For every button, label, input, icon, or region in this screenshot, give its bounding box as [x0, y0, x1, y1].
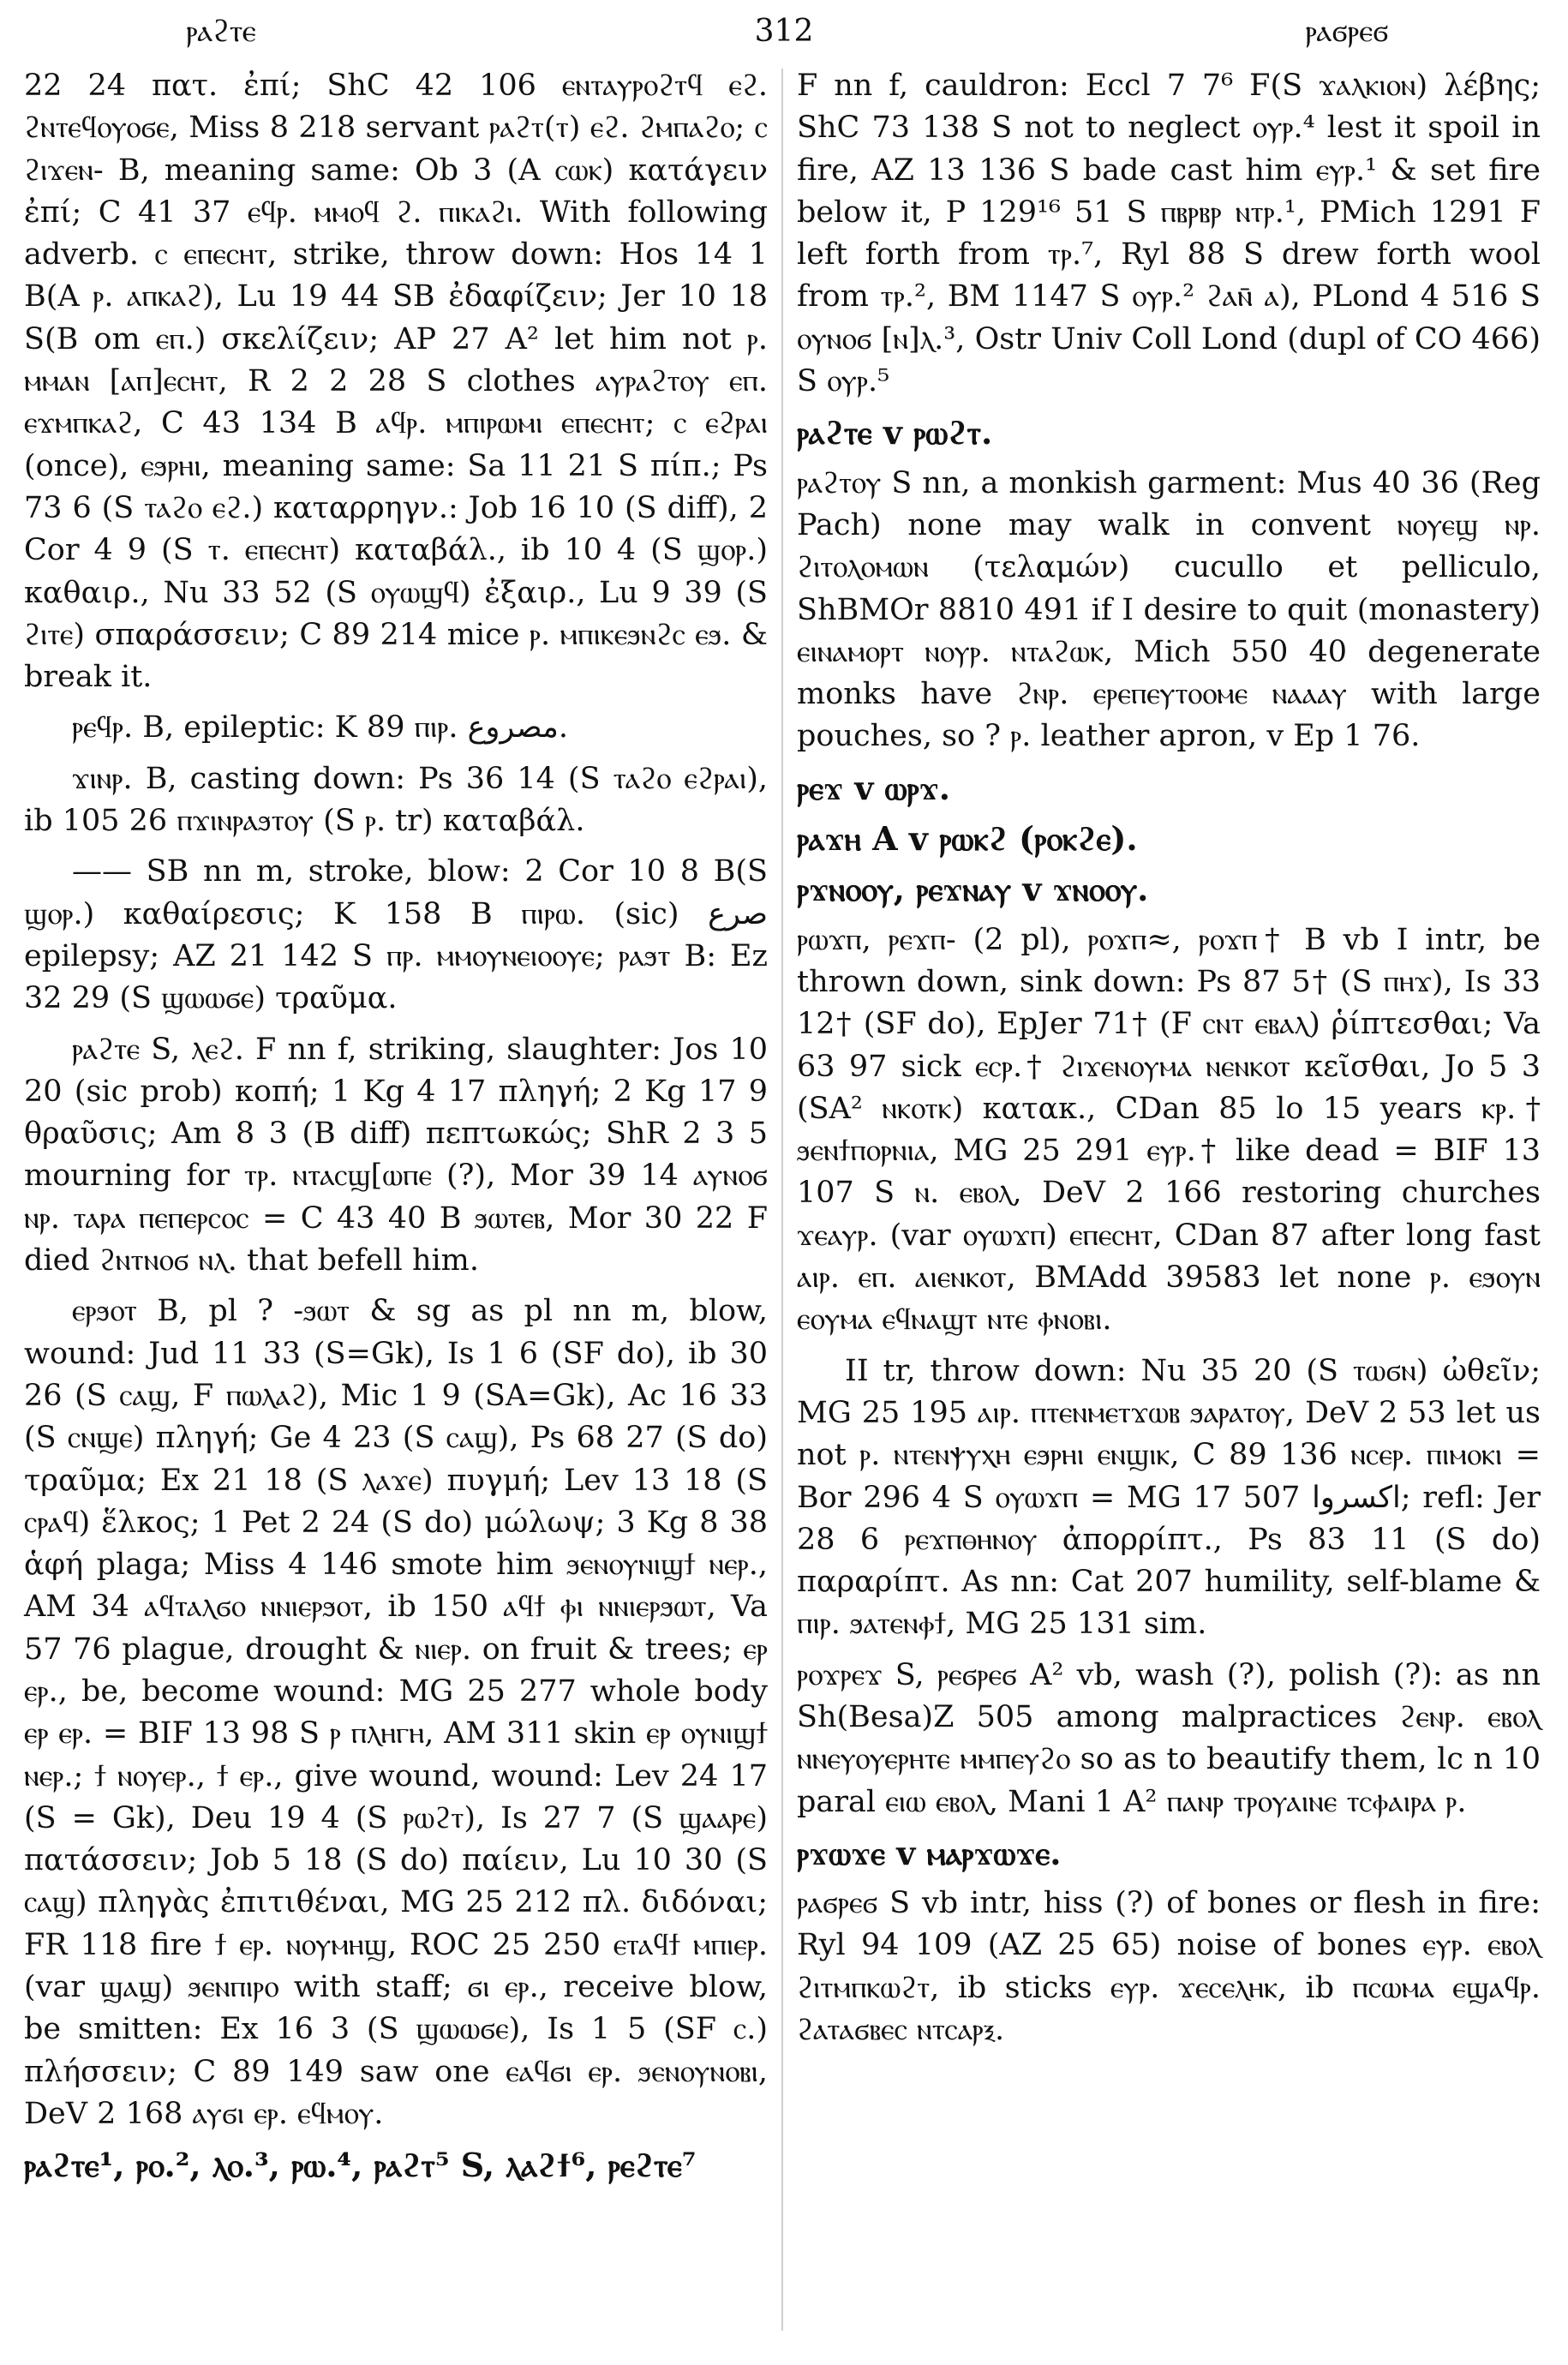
- entry-paragraph: 22 24 πατ. ἐπί; ShC 42 106 ⲉⲛⲧⲁⲩⲣⲟϩⲧϥ ⲉϩ. ϩⲛⲧⲉϥⲟⲩⲟϭⲉ, Miss 8 218 servant ⲣⲁϩⲧ(ⲧ) ⲉϩ. ϩⲙⲡⲁϩⲟ; ⲥ ϩⲓϫⲉⲛ- B, meaning same: Ob 3 (A ⲥⲱⲕ) κατάγειν ἐπί; C 41 37 ⲉϥⲣ. ⲙⲙⲟϥ ϩ. ⲡⲓⲕⲁϩⲓ. With following adverb. ⲥ ⲉⲡⲉⲥⲏⲧ, strike, throw down: Hos 14 1 B(A ⲣ. ⲁⲡⲕⲁϩ), Lu 19 44 SB ἐδαφίζειν; Jer 10 18 S(B om ⲉⲡ.) σκελίζειν; AP 27 A² let him not ⲣ. ⲙⲙⲁⲛ [ⲁⲡ]ⲉⲥⲏⲧ, R 2 2 28 S clothes ⲁⲩⲣⲁϩⲧⲟⲩ ⲉⲡ. ⲉϫⲙⲡⲕⲁϩ, C 43 134 B ⲁϥⲣ. ⲙⲡⲓⲣⲱⲙⲓ ⲉⲡⲉⲥⲏⲧ; ⲥ ⲉϩⲣⲁⲓ (once), ⲉϧⲣⲏⲓ, meaning same: Sa 11 21 S πίπ.; Ps 73 6 (S ⲧⲁϩⲟ ⲉϩ.) καταρρηγν.: Job 16 10 (S diff), 2 Cor 4 9 (S ⲧ. ⲉⲡⲉⲥⲏⲧ) καταβάλ., ib 10 4 (S ϣⲟⲣ.) καθαιρ., Nu 33 52 (S ⲟⲩⲱϣϥ) ἐξαιρ., Lu 9 39 (S ϩⲓⲧⲉ) σπαράσσειν; C 89 214 mice ⲣ. ⲙⲡⲓⲕⲉϧⲛϩⲥ ⲉϧ. & break it.: [24, 69, 768, 695]
- entry-headword: ⲣⲁϩⲧⲉ v ⲣⲱϩⲧ.: [797, 413, 993, 452]
- page-number: 312: [754, 13, 814, 49]
- header-right-word: ⲣⲁϭⲣⲉϭ: [1305, 13, 1389, 49]
- entry-headword: ⲣⲁϩⲧⲉ¹, ⲣⲟ.², ⲗⲟ.³, ⲣⲱ.⁴, ⲣⲁϩⲧ⁵ S, ⲗⲁϩϯ⁶, ⲣⲉϩⲧⲉ⁷: [24, 2146, 697, 2185]
- entry-headword: ⲣⲉϫ v ⲱⲣϫ.: [797, 768, 951, 807]
- entry-headword: ⲣⲁϫⲏ A v ⲣⲱⲕϩ (ⲣⲟⲕϩⲉ).: [797, 819, 1138, 859]
- running-head: [24, 7, 1544, 55]
- entry-paragraph: ⲣⲟϫⲣⲉϫ S, ⲣⲉϭⲣⲉϭ A² vb, wash (?), polish (?): as nn Sh(Besa)Z 505 among malpractices ϩⲉⲛⲣ. ⲉⲃⲟⲗ ⲛⲛⲉⲩⲟⲩⲉⲣⲏⲧⲉ ⲙⲙⲡⲉⲩϩⲟ so as to beautify them, lc n 10 paral ⲉⲓⲱ ⲉⲃⲟⲗ, Mani 1 A² ⲡⲁⲛⲣ ⲧⲣⲟⲩⲁⲓⲛⲉ ⲧⲥⲫⲁⲓⲣⲁ ⲣ.: [797, 1657, 1541, 1819]
- left-column: [24, 65, 768, 2195]
- entry-paragraph: II tr, throw down: Nu 35 20 (S ⲧⲱϭⲛ) ὠθεῖν; MG 25 195 ⲁⲓⲣ. ⲡⲧⲉⲛⲙⲉⲧϫⲱⲃ ϧⲁⲣⲁⲧⲟⲩ, DeV 2 53 let us not ⲣ. ⲛⲧⲉⲛⲯⲩⲭⲏ ⲉϧⲣⲏⲓ ⲉⲛϣⲓⲕ, C 89 136 ⲛⲥⲉⲣ. ⲡⲓⲙⲟⲕⲓ = Bor 296 4 S ⲟⲩⲱϫⲡ = MG 17 507 اكسروا; refl: Jer 28 6 ⲣⲉϫⲡⲑⲏⲛⲟⲩ ἀπορρίπτ., Ps 83 11 (S do) παραρίπτ. As nn: Cat 207 humility, self-blame & ⲡⲓⲣ. ϧⲁⲧⲉⲛⲫϯ, MG 25 131 sim.: [797, 1353, 1541, 1642]
- entry-paragraph: —— SB nn m, stroke, blow: 2 Cor 10 8 B(S ϣⲟⲣ.) καθαίρεσις; K 158 B ⲡⲓⲣⲱ. (sic) ﺻﺮﻉ epilepsy; AZ 21 142 S ⲡⲣ. ⲙⲙⲟⲩⲛⲉⲓⲟⲟⲩⲉ; ⲣⲁϧⲧ B: Ez 32 29 (S ϣⲱⲱϭⲉ) τραῦμα.: [24, 854, 768, 1016]
- entry-paragraph: ⲣⲁϩⲧⲟⲩ S nn, a monkish garment: Mus 40 36 (Reg Pach) none may walk in convent ⲛⲟⲩⲉϣ ⲛⲣ. ϩⲓⲧⲟⲗⲟⲙⲱⲛ (τελαμών) cucullo et pelliculo, ShBMOr 8810 491 if I desire to quit (monastery) ⲉⲓⲛⲁⲙⲟⲣⲧ ⲛⲟⲩⲣ. ⲛⲧⲁϩⲱⲕ, Mich 550 40 degenerate monks have ϩⲛⲣ. ⲉⲣⲉⲡⲉⲩⲧⲟⲟⲙⲉ ⲛⲁⲁⲁⲩ with large pouches, so ? ⲣ. leather apron, v Ep 1 76.: [797, 465, 1541, 754]
- entry-paragraph: ⲉⲣϧⲟⲧ B, pl ? -ϧⲱⲧ & sg as pl nn m, blow, wound: Jud 11 33 (S=Gk), Is 1 6 (SF do), ib 30 26 (S ⲥⲁϣ, F ⲡⲱⲗⲁϩ), Mic 1 9 (SA=Gk), Ac 16 33 (S ⲥⲛϣⲉ) πληγή; Ge 4 23 (S ⲥⲁϣ), Ps 68 27 (S do) τραῦμα; Ex 21 18 (S ⲗⲁϫⲉ) πυγμή; Lev 13 18 (S ⲥⲣⲁϥ) ἕλκος; 1 Pet 2 24 (S do) μώλωψ; 3 Kg 8 38 ἁφή plaga; Miss 4 146 smote him ϧⲉⲛⲟⲩⲛⲓϣϯ ⲛⲉⲣ., AM 34 ⲁϥⲧⲁⲗϭⲟ ⲛⲛⲓⲉⲣϧⲟⲧ, ib 150 ⲁϥϯ ⲫⲓ ⲛⲛⲓⲉⲣϧⲱⲧ, Va 57 76 plague, drought & ⲛⲓⲉⲣ. on fruit & trees; ⲉⲣ ⲉⲣ., be, become wound: MG 25 277 whole body ⲉⲣ ⲉⲣ. = BIF 13 98 S ⲣ ⲡⲗⲏⲅⲏ, AM 311 skin ⲉⲣ ⲟⲩⲛⲓϣϯ ⲛⲉⲣ.; ϯ ⲛⲟⲩⲉⲣ., ϯ ⲉⲣ., give wound, wound: Lev 24 17 (S = Gk), Deu 19 4 (S ⲣⲱϩⲧ), Is 27 7 (S ϣⲁⲁⲣⲉ) πατάσσειν; Job 5 18 (S do) παίειν, Lu 10 30 (S ⲥⲁϣ) πληγὰς ἐπιτιθέναι, MG 25 212 πλ. διδόναι; FR 118 fire ϯ ⲉⲣ. ⲛⲟⲩⲙⲏϣ, ROC 25 250 ⲉⲧⲁϥϯ ⲙⲡⲓⲉⲣ. (var ϣⲁϣ) ϧⲉⲛⲡⲓⲣⲟ with staff; ϭⲓ ⲉⲣ., receive blow, be smitten: Ex 16 3 (S ϣⲱⲱϭⲉ), Is 1 5 (SF ⲥ.) πλήσσειν; C 89 149 saw one ⲉⲁϥϭⲓ ⲉⲣ. ϧⲉⲛⲟⲩⲛⲟⲃⲓ, DeV 2 168 ⲁⲩϭⲓ ⲉⲣ. ⲉϥⲙⲟⲩ.: [24, 1294, 768, 2131]
- entry-headword: ⲣϫⲛⲟⲟⲩ, ⲣⲉϫⲛⲁⲩ v ϫⲛⲟⲟⲩ.: [797, 870, 1149, 909]
- entry-paragraph: ⲣⲱϫⲡ, ⲣⲉϫⲡ- (2 pl), ⲣⲟϫⲡ≈, ⲣⲟϫⲡ† B vb I intr, be thrown down, sink down: Ps 87 5† (S ⲡⲏϫ), Is 33 12† (SF do), EpJer 71† (F ⲥⲛⲧ ⲉⲃⲁⲗ) ῥίπτεσθαι; Va 63 97 sick ⲉⲥⲣ.† ϩⲓϫⲉⲛⲟⲩⲙⲁ ⲛⲉⲛⲕⲟⲧ κεῖσθαι, Jo 5 3 (SA² ⲛⲕⲟⲧⲕ) κατακ., CDan 85 lo 15 years ⲕⲣ.† ϧⲉⲛϯⲡⲟⲣⲛⲓⲁ, MG 25 291 ⲉⲩⲣ.† like dead = BIF 13 107 S ⲛ. ⲉⲃⲟⲗ, DeV 2 166 restoring churches ϫⲉⲁⲩⲣ. (var ⲟⲩⲱϫⲡ) ⲉⲡⲉⲥⲏⲧ, CDan 87 after long fast ⲁⲓⲣ. ⲉⲡ. ⲁⲓⲉⲛⲕⲟⲧ, BMAdd 39583 let none ⲣ. ⲉϧⲟⲩⲛ ⲉⲟⲩⲙⲁ ⲉϥⲛⲁϣⲧ ⲛⲧⲉ ⲫⲛⲟⲃⲓ.: [797, 922, 1541, 1338]
- header-left-word: ⲣⲁϩⲧⲉ: [186, 13, 256, 49]
- entry-paragraph: ⲣⲁϩⲧⲉ S, ⲗⲉϩ. F nn f, striking, slaughter: Jos 10 20 (sic prob) κοπή; 1 Kg 4 17 πληγή; 2 Kg 17 9 θραῦσις; Am 8 3 (B diff) πεπτωκώς; ShR 2 3 5 mourning for ⲧⲣ. ⲛⲧⲁⲥϣ[ⲱⲡⲉ (?), Mor 39 14 ⲁⲩⲛⲟϭ ⲛⲣ. ⲧⲁⲣⲁ ⲡⲉⲡⲉⲣⲥⲟⲥ = C 43 40 B ϧⲱⲧⲉⲃ, Mor 30 22 F died ϩⲛⲧⲛⲟϭ ⲛⲗ. that befell him.: [24, 1032, 768, 1278]
- entry-paragraph: F nn f, cauldron: Eccl 7 7⁶ F(S ϫⲁⲗⲕⲓⲟⲛ) λέβης; ShC 73 138 S not to neglect ⲟⲩⲣ.⁴ lest it spoil in fire, AZ 13 136 S bade cast him ⲉⲩⲣ.¹ & set fire below it, P 129¹⁶ 51 S ⲡⲃⲣⲃⲣ ⲛⲧⲣ.¹, PMich 1291 F left forth from ⲧⲣ.⁷, Ryl 88 S drew forth wool from ⲧⲣ.², BM 1147 S ⲟⲩⲣ.² ϩⲁⲛ̄ ⲁ), PLond 4 516 S ⲟⲩⲛⲟϭ [ⲛ]ⲗ.³, Ostr Univ Coll Lond (dupl of CO 466) S ⲟⲩⲣ.⁵: [797, 69, 1541, 399]
- right-column: [797, 65, 1541, 2060]
- entry-headword: ⲣϫⲱϫⲉ v ⲙⲁⲣϫⲱϫⲉ.: [797, 1833, 1062, 1872]
- entry-paragraph: ⲣⲉϥⲣ. B, epileptic: K 89 ⲡⲓⲣ. ﻣﺼﺮﻭﻉ.: [72, 710, 568, 745]
- entry-paragraph: ϫⲓⲛⲣ. B, casting down: Ps 36 14 (S ⲧⲁϩⲟ ⲉϩⲣⲁⲓ), ib 105 26 ⲡϫⲓⲛⲣⲁϧⲧⲟⲩ (S ⲣ. tr) καταβάλ.: [24, 761, 768, 839]
- column-divider: [781, 69, 783, 2331]
- entry-paragraph: ⲣⲁϭⲣⲉϭ S vb intr, hiss (?) of bones or flesh in fire: Ryl 94 109 (AZ 25 65) noise of bones ⲉⲩⲣ. ⲉⲃⲟⲗ ϩⲓⲧⲙⲡⲕⲱϩⲧ, ib sticks ⲉⲩⲣ. ϫⲉⲥⲉⲗⲏⲕ, ib ⲡⲥⲱⲙⲁ ⲉϣⲁϥⲣ. ϩⲁⲧⲁϭⲃⲉⲥ ⲛⲧⲥⲁⲣⲝ.: [797, 1886, 1541, 2048]
